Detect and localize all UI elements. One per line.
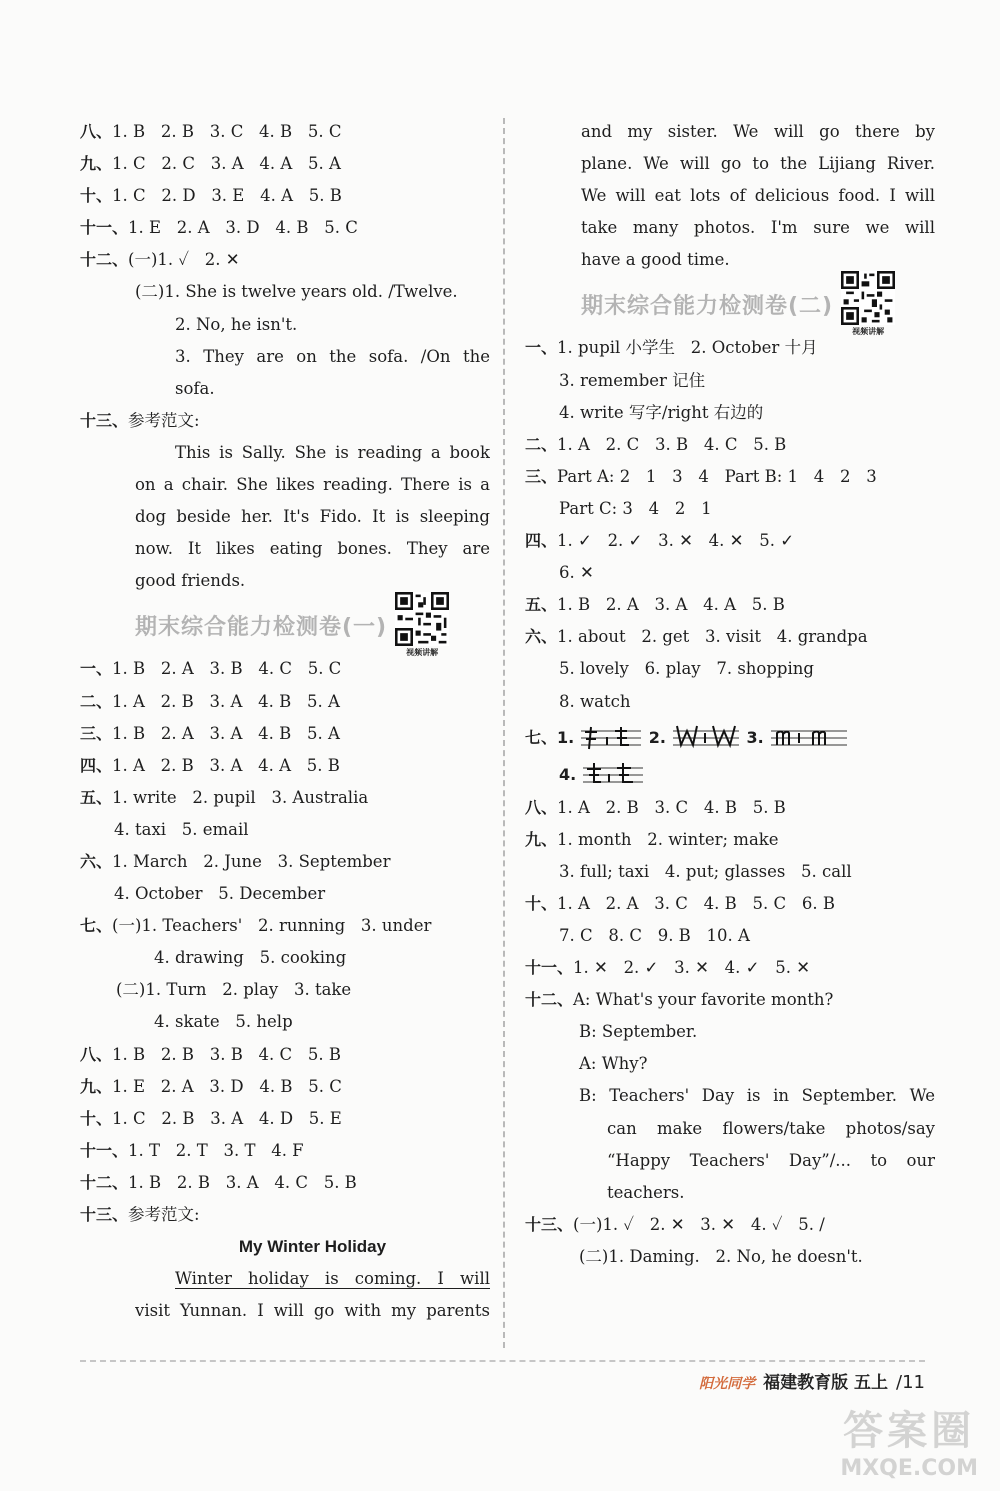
footer-divider [80,1360,925,1362]
publisher-label: 福建教育版 五上 [763,1373,889,1393]
qr-code-icon [395,592,449,646]
essay-line: visit Yunnan. I will go with my parents [135,1301,490,1321]
answer-line: 十二、(一)1. ✓ 2. ✕ [80,250,240,270]
page-footer [699,1368,925,1393]
brand-logo: 阳光同学 [699,1376,756,1392]
answer-line: 五、1. write 2. pupil 3. Australia [80,787,369,807]
answer-line: 8. watch [559,691,631,711]
section-title-text: 期末综合能力检测卷(一) [135,614,388,640]
answer-line: 八、1. A 2. B 3. C 4. B 5. B [525,797,786,817]
handwriting-answer-2 [671,723,741,753]
answer-line: Part C: 3 4 2 1 [559,498,712,518]
answer-line: 4. drawing 5. cooking [154,948,347,968]
column-divider [503,118,505,1348]
handwriting-answer-line: 七、1. 2. 3. [525,718,935,758]
essay-line: This is Sally. She is reading a book [175,442,490,462]
answer-line: (二)1. Turn 2. play 3. take [116,980,352,1000]
answer-line: 十一、1. T 2. T 3. T 4. F [80,1140,304,1160]
qr-code[interactable] [841,271,895,337]
answer-line: 一、1. B 2. A 3. B 4. C 5. C [80,659,342,679]
essay-line: good friends. [135,571,246,591]
qr-code-icon [841,271,895,325]
answer-line: “Happy Teachers' Day”/... to our [607,1150,935,1170]
handwriting-answer-3 [769,723,849,753]
answer-line: teachers. [607,1182,685,1202]
answer-line: 十三、参考范文: [80,1205,200,1224]
answer-line: 七、(一)1. Teachers' 2. running 3. under [80,916,432,936]
answer-line: 八、1. B 2. B 3. C 4. B 5. C [80,122,342,141]
answer-line: 九、1. month 2. winter; make [525,829,779,849]
answer-line: 3. remember 记住 [559,370,706,390]
answer-line: 十、1. A 2. A 3. C 4. B 5. C 6. B [525,893,835,913]
section-title-text: 期末综合能力检测卷(二) [581,293,834,319]
answer-line: 八、1. B 2. B 3. B 4. C 5. B [80,1044,342,1064]
essay-2 [80,1231,490,1327]
right-column [525,116,935,1273]
answer-line: B: Teachers' Day is in September. We [579,1086,935,1106]
answer-line: 4. skate 5. help [154,1012,293,1032]
answer-line: 十、1. C 2. D 3. E 4. A 5. B [80,186,342,206]
answer-line: 3. full; taxi 4. put; glasses 5. call [559,861,852,881]
answer-line: B: September. [579,1022,698,1042]
qr-code[interactable] [395,592,449,658]
answer-line: 九、1. C 2. C 3. A 4. A 5. A [80,154,341,174]
answer-line: A: Why? [579,1054,648,1074]
answer-line: 十一、1. E 2. A 3. D 4. B 5. C [80,218,358,238]
handwriting-answer-4 [581,760,645,790]
answer-line: (二)1. Daming. 2. No, he doesn't. [579,1246,863,1266]
answer-line: 四、1. ✓ 2. ✓ 3. ✕ 4. ✕ 5. ✓ [525,531,795,551]
answer-line: 一、1. pupil 小学生 2. October 十月 [525,338,818,358]
answer-line: sofa. [175,378,215,398]
answer-line: 二、1. A 2. C 3. B 4. C 5. B [525,434,787,454]
essay-line: on a chair. She likes reading. There is a [135,475,490,495]
page-number: /11 [896,1372,925,1393]
answer-line: 三、Part A: 2 1 3 4 Part B: 1 4 2 3 [525,466,877,486]
essay-line: Winter holiday is coming. I will [175,1269,490,1289]
answer-line: 六、1. March 2. June 3. September [80,851,391,871]
answer-line: 十二、1. B 2. B 3. A 4. C 5. B [80,1172,357,1192]
section-title-1 [80,597,490,658]
qr-caption: 视频讲解 [852,327,885,337]
watermark-url: MXQE.COM [840,1456,978,1481]
answer-line: 4. write 写字/right 右边的 [559,402,764,422]
answer-line: 二、1. A 2. B 3. A 4. B 5. A [80,691,340,711]
essay-line: and my sister. We will go there by [581,122,935,141]
handwriting-answer-line: 4. [525,758,935,792]
answer-line: 十、1. C 2. B 3. A 4. D 5. E [80,1108,342,1128]
section-title-2 [525,276,935,337]
handwriting-answer-1 [579,723,643,753]
answer-line: 三、1. B 2. A 3. A 4. B 5. A [80,723,340,743]
answer-line: 四、1. A 2. B 3. A 4. A 5. B [80,755,340,775]
answer-line: 6. ✕ [559,563,594,583]
answer-line: 十三、参考范文: [80,410,200,430]
essay-line: We will eat lots of delicious food. I will [581,186,935,206]
answer-line: 六、1. about 2. get 3. visit 4. grandpa [525,627,868,647]
answer-line: 4. October 5. December [114,884,326,904]
essay-title: My Winter Holiday [238,1237,387,1257]
watermark [840,1399,978,1481]
essay-1 [80,437,490,597]
answer-line: (二)1. She is twelve years old. /Twelve. [135,282,458,302]
answer-line: 十三、(一)1. ✓ 2. ✕ 3. ✕ 4. ✓ 5. / [525,1214,825,1234]
answer-line: 5. lovely 6. play 7. shopping [559,659,814,679]
answer-line: 4. taxi 5. email [114,819,249,839]
essay-continued [525,116,935,276]
essay-line: take many photos. I'm sure we will [581,218,935,238]
answer-line: 3. They are on the sofa. /On the [175,346,490,366]
answer-line: 九、1. E 2. A 3. D 4. B 5. C [80,1076,342,1096]
qr-caption: 视频讲解 [406,648,439,658]
answer-line: 2. No, he isn't. [175,314,298,334]
answer-line: 十一、1. ✕ 2. ✓ 3. ✕ 4. ✓ 5. ✕ [525,958,811,978]
watermark-text: 答案圈 [843,1408,976,1454]
answer-line: 十二、A: What's your favorite month? [525,990,834,1010]
left-column [80,116,490,1327]
answer-line: can make flowers/take photos/say [607,1118,935,1138]
essay-line: plane. We will go to the Lijiang River. [581,154,935,174]
essay-line: now. It likes eating bones. They are [135,539,490,559]
essay-line: dog beside her. It's Fido. It is sleeping [135,507,490,527]
answer-line: 7. C 8. C 9. B 10. A [559,925,750,945]
essay-line: have a good time. [581,250,730,270]
answer-line: 五、1. B 2. A 3. A 4. A 5. B [525,595,785,615]
